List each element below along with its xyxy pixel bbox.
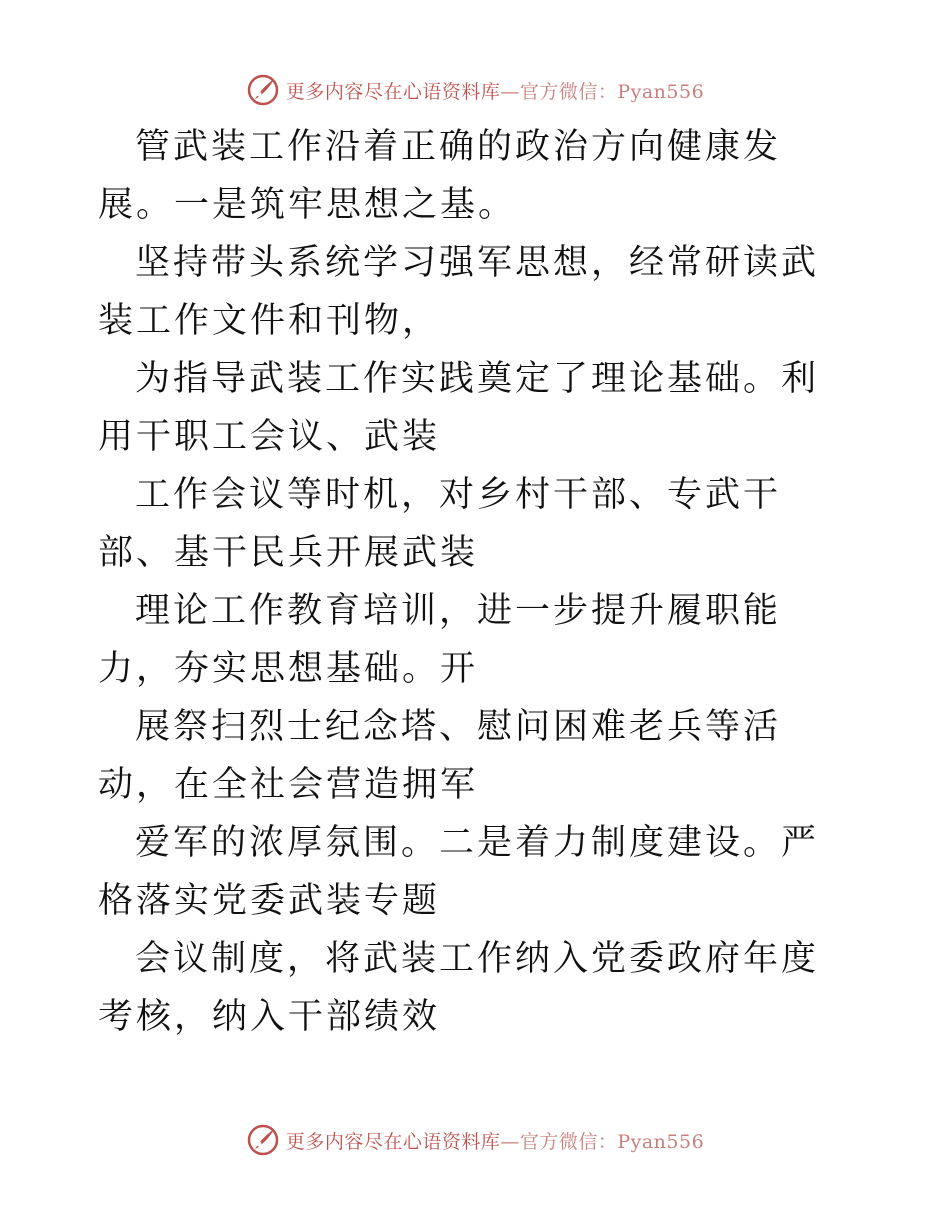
paragraph: 坚持带头系统学习强军思想，经常研读武装工作文件和刊物， [98,243,820,341]
watermark-text: 更多内容尽在心语资料库—官方微信：Pyan556 [285,80,705,103]
footer-watermark [0,1120,950,1160]
paragraph: 管武装工作沿着正确的政治方向健康发展。一是筑牢思想之基。 [98,127,782,225]
quill-logo-icon [246,1123,280,1157]
paragraph: 为指导武装工作实践奠定了理论基础。利用干职工会议、武装 [98,359,820,457]
paragraph: 会议制度，将武装工作纳入党委政府年度考核，纳入干部绩效 [98,939,820,1037]
watermark-text: 更多内容尽在心语资料库—官方微信：Pyan556 [285,1130,705,1153]
paragraph: 工作会议等时机，对乡村干部、专武干部、基干民兵开展武装 [98,475,782,573]
paragraph: 展祭扫烈士纪念塔、慰问困难老兵等活动，在全社会营造拥军 [98,707,782,805]
paragraph: 理论工作教育培训，进一步提升履职能力，夯实思想基础。开 [98,591,782,689]
quill-logo-icon [246,73,280,107]
document-body [0,118,950,1046]
paragraph: 爱军的浓厚氛围。二是着力制度建设。严格落实党委武装专题 [98,823,820,921]
header-watermark [0,70,950,110]
